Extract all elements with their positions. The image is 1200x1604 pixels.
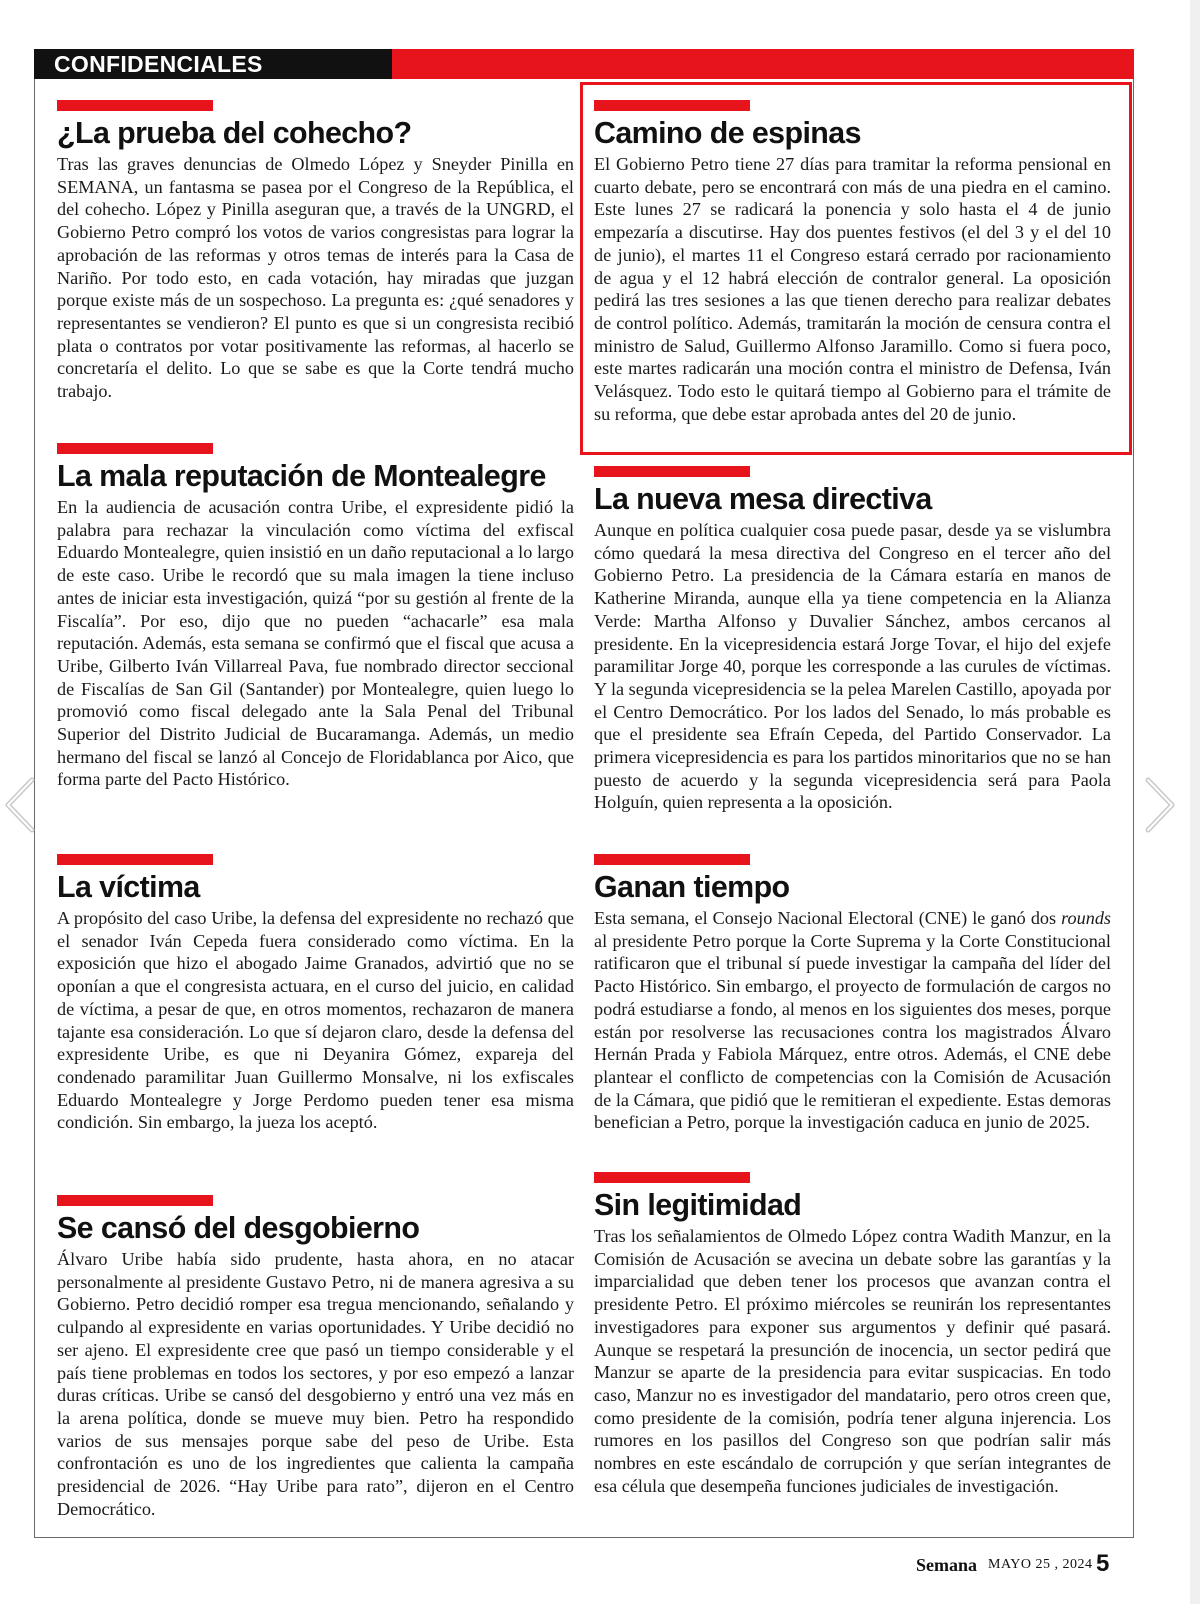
- article-body: Tras las graves denuncias de Olmedo López y Sneyder Pinilla en SEMANA, un fantasma se pasea por el Congreso de la República, el del cohecho. López y Pinilla aseguran que, a través de la UNGRD, el Gobierno Petro compró los votos de varios congresistas para lograr la aprobación de las reformas y otros temas de interés para la Casa de Nariño. Por todo esto, en cada votación, hay miradas que juzgan porque existe más de un sospechoso. La pregunta es: ¿qué senadores y representantes se vendieron? El punto es que si un congresista recibió plata o contratos por votar positivamente las reformas, al hacerlo se concretaría el delito. Lo que se sabe es que la Corte tendrá mucho trabajo.: [57, 154, 574, 402]
- chevron-right-icon: [1140, 770, 1180, 840]
- article-se-canso: [57, 1195, 574, 1520]
- article-redbar: [594, 854, 750, 865]
- article-redbar: [57, 854, 213, 865]
- article-headline: Se cansó del desgobierno: [57, 1210, 420, 1245]
- article-body: En la audiencia de acusación contra Uribe, el expresidente pidió la palabra para rechazar la vinculación como víctima del exfiscal Eduardo Montealegre, quien insistió en un daño reputacional a lo largo de este caso. Uribe le recordó que su mala imagen la tiene incluso antes de iniciar esta investigación, quizá “por su gestión al frente de la Fiscalía”. Por eso, dijo que no pueden “achacarle” esa mala reputación. Además, esta semana se confirmó que el fiscal que acusa a Uribe, Gilberto Iván Villarreal Pava, fue nombrado director seccional de Fiscalías de San Gil (Santander) por Montealegre, quien luego lo promovió como fiscal delegado ante la Sala Penal del Tribunal Superior del Distrito Judicial de Bucaramanga. Además, un medio hermano del fiscal se lanzó al Concejo de Floridablanca por Aico, que forma parte del Pacto Histórico.: [57, 497, 574, 790]
- article-nueva-mesa: [594, 466, 1111, 814]
- article-camino-espinas: [594, 100, 1111, 425]
- article-redbar: [594, 100, 750, 111]
- article-body: El Gobierno Petro tiene 27 días para tramitar la reforma pensional en cuarto debate, pero se encontrará con más de una piedra en el camino. Este lunes 27 se radicará la ponencia y solo hasta el 4 de junio empezaría a discutirse. Hay dos puentes festivos (el del 3 y el del 10 de junio), el martes 11 el Congreso estará cerrado por racionamiento de agua y el 12 habrá elección de contralor general. La oposición pedirá las tres sesiones a las que tienen derecho para realizar debates de control político. Además, tramitarán la moción de censura contra el ministro de Salud, Guillermo Alfonso Jaramillo. Como si fuera poco, este martes radicarán una moción contra el ministro de Defensa, Iván Velásquez. Todo esto le quitará tiempo al Gobierno para el trámite de su reforma, que debe estar aprobada antes del 20 de junio.: [594, 154, 1111, 424]
- article-headline: Sin legitimidad: [594, 1187, 802, 1222]
- next-page-button[interactable]: [1140, 770, 1180, 840]
- article-body-end: al presidente Petro porque la Corte Suprema y la Corte Constitucional ratificaron que el tribunal sí puede investigar la campaña del líder del Pacto Histórico. Sin embargo, el proyecto de formulación de cargos no podrá estudiarse a fondo, al menos en los siguientes dos meses, porque están por resolverse las recusaciones contra los magistrados Álvaro Hernán Prada y Fabiola Márquez, entre otros. Además, el CNE debe plantear el conflicto de competencias con la Comisión de Acusación de la Cámara, que pidió que le remitieran el expediente. Estas demoras benefician a Petro, porque la investigación caduca en junio de 2025.: [594, 930, 1111, 1133]
- magazine-name: Semana: [916, 1555, 978, 1575]
- article-redbar: [594, 466, 750, 477]
- article-ganan-tiempo: [594, 854, 1111, 1134]
- article-headline: Camino de espinas: [594, 115, 861, 150]
- prev-page-button[interactable]: [0, 770, 40, 840]
- article-body: Aunque en política cualquier cosa puede pasar, desde ya se vislumbra cómo quedará la mesa directiva del Congreso en el tercer año del Gobierno Petro. La presidencia de la Cámara estaría en manos de Katherine Miranda, aunque ella ya tiene competencia en la Alianza Verde: Martha Alfonso y Duvalier Sánchez, ambos cercanos al presidente. En la vicepresidencia estará Jorge Tovar, el hijo del exjefe paramilitar Jorge 40, porque les corresponde a las curules de víctimas. Y la segunda vicepresidencia se la pelea Marelen Castillo, apoyada por el Centro Democrático. Por los lados del Senado, lo más probable es que el presidente sea Efraín Cepeda, del Partido Conservador. La primera vicepresidencia es para los partidos minoritarios que no se han puesto de acuerdo y la segunda vicepresidencia será para Paola Holguín, quien representa a la oposición.: [594, 520, 1111, 813]
- article-body: Álvaro Uribe había sido prudente, hasta ahora, en no atacar personalmente al presidente Gustavo Petro, ni de manera agresiva a su Gobierno. Petro decidió romper esa tregua mencionando, señalando y culpando al expresidente en varias oportunidades. Y Uribe decidió no ser ajeno. El expresidente cree que pasó un tiempo considerable y el país tiene problemas en todos los sectores, y por eso empezó a lanzar duras críticas. Uribe se cansó del desgobierno y entró una vez más en la arena política, donde se mueve muy bien. Petro ha respondido varios de sus mensajes porque sabe del peso de Uribe. Esta confrontación es uno de los ingredientes que calienta la campaña presidencial de 2026. “Hay Uribe para rato”, dijeron en el Centro Democrático.: [57, 1249, 574, 1519]
- section-title: CONFIDENCIALES: [54, 51, 263, 77]
- section-header-red: [392, 49, 1134, 79]
- article-headline: La mala reputación de Montealegre: [57, 458, 546, 493]
- article-body: Tras los señalamientos de Olmedo López contra Wadith Manzur, en la Comisión de Acusación se avecina un debate sobre las garantías y la imparcialidad que deben tener los procesos que avanzan contra el presidente Petro. El próximo miércoles se reunirán los representantes investigadores para exponer sus argumentos y definir qué pasará. Aunque se respetará la presunción de inocencia, un sector pedirá que Manzur se aparte de la presidencia para evitar suspicacias. En todo caso, Manzur no es investigador del mandatario, pero otros creen que, como presidente de la comisión, podría tener alguna injerencia. Los rumores en los pasillos del Congreso son que podrían salir más nombres en este escándalo de corrupción y que serían integrantes de esa célula que desempeña funciones judiciales de investigación.: [594, 1226, 1111, 1496]
- article-la-victima: [57, 854, 574, 1134]
- chevron-left-icon: [0, 770, 40, 840]
- page-footer: [870, 1550, 1110, 1580]
- page-number: 5: [1096, 1550, 1110, 1577]
- article-redbar: [594, 1172, 750, 1183]
- article-prueba-cohecho: [57, 100, 574, 403]
- article-redbar: [57, 1195, 213, 1206]
- article-body: [594, 907, 1111, 1134]
- issue-date: MAYO 25 , 2024: [988, 1557, 1093, 1572]
- article-body-start: Esta semana, el Consejo Nacional Electoral (CNE) le ganó dos: [594, 908, 1062, 928]
- article-headline: La víctima: [57, 869, 200, 904]
- article-mala-reputacion: [57, 443, 574, 791]
- article-redbar: [57, 100, 213, 111]
- section-header: [34, 49, 1134, 79]
- scroll-edge: [1190, 0, 1200, 1604]
- article-body-italic: rounds: [1061, 908, 1111, 928]
- article-headline: Ganan tiempo: [594, 869, 790, 904]
- article-headline: ¿La prueba del cohecho?: [57, 115, 412, 150]
- article-sin-legitimidad: [594, 1172, 1111, 1497]
- article-redbar: [57, 443, 213, 454]
- article-body: A propósito del caso Uribe, la defensa del expresidente no rechazó que el senador Iván Cepeda fuera considerado como víctima. En la exposición que hizo el abogado Jaime Granados, advirtió que no se oponían a que el congresista actuara, en el curso del juicio, en calidad de víctima, a pesar de que, en otros momentos, rechazaron de manera tajante esa consideración. Lo que sí dejaron claro, desde la defensa del expresidente Uribe, es que ni Deyanira Gómez, expareja del condenado paramilitar Juan Guillermo Monsalve, ni los exfiscales Eduardo Montealegre y Jorge Perdomo pueden tener esa misma condición. Sin embargo, la jueza los aceptó.: [57, 908, 574, 1133]
- article-headline: La nueva mesa directiva: [594, 481, 932, 516]
